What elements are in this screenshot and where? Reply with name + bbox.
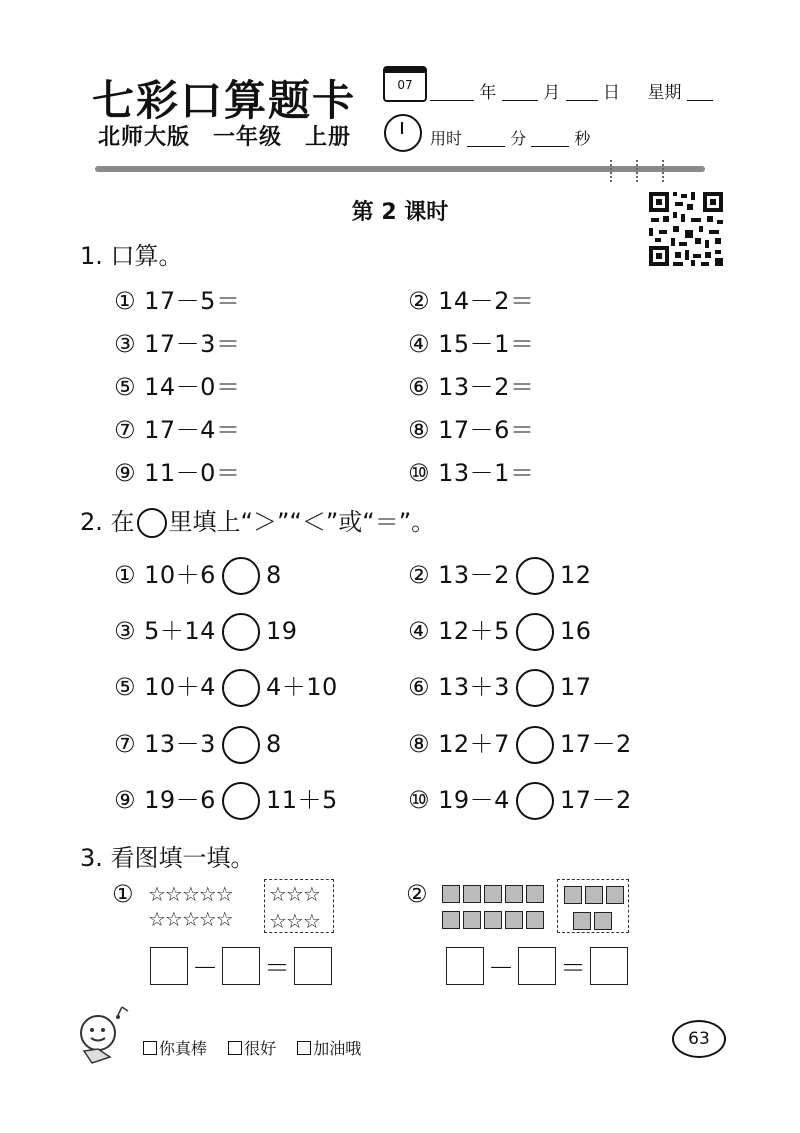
compare-item: ⑤ 10＋4 4＋10 xyxy=(114,667,338,707)
compare-circle[interactable] xyxy=(222,726,260,764)
minus-sign: － xyxy=(192,953,219,984)
compare-item: ⑦ 13－3 8 xyxy=(114,724,282,764)
star-row: ☆☆☆ xyxy=(269,882,320,906)
oral-item: ① 17－5＝ xyxy=(114,287,241,315)
square-row xyxy=(573,912,628,934)
answer-box[interactable] xyxy=(294,947,332,985)
square-icon xyxy=(585,886,603,904)
answer-box[interactable] xyxy=(590,947,628,985)
mascot-icon xyxy=(70,1005,136,1067)
oral-item: ④ 15－1＝ xyxy=(408,330,535,358)
lesson-title: 第 2 课时 xyxy=(351,200,449,225)
section3-heading: 3. 看图填一填。 xyxy=(80,844,255,872)
checkbox-keep-trying[interactable] xyxy=(297,1041,311,1055)
minus-sign: － xyxy=(488,953,515,984)
compare-circle[interactable] xyxy=(516,669,554,707)
checkbox-good[interactable] xyxy=(228,1041,242,1055)
compare-circle[interactable] xyxy=(516,782,554,820)
square-icon xyxy=(526,885,544,903)
seconds-label: 秒 xyxy=(574,129,591,148)
answer-box[interactable] xyxy=(222,947,260,985)
square-row xyxy=(442,911,547,933)
eval-label: 很好 xyxy=(244,1039,277,1058)
qr-code-icon[interactable] xyxy=(647,190,725,268)
year-blank[interactable] xyxy=(430,84,474,101)
compare-item: ⑧ 12＋7 17－2 xyxy=(408,724,632,764)
compare-item: ⑩ 19－4 17－2 xyxy=(408,780,632,820)
oral-item: ② 14－2＝ xyxy=(408,287,535,315)
eval-label: 加油哦 xyxy=(313,1039,362,1058)
week-label: 星期 xyxy=(647,83,682,103)
logo-title: 七彩口算题卡 xyxy=(92,76,357,125)
answer-box[interactable] xyxy=(446,947,484,985)
compare-circle[interactable] xyxy=(516,613,554,651)
minutes-blank[interactable] xyxy=(467,130,505,147)
oral-item: ⑤ 14－0＝ xyxy=(114,373,241,401)
checkbox-excellent[interactable] xyxy=(143,1041,157,1055)
compare-circle[interactable] xyxy=(516,557,554,595)
binder-pin-icon xyxy=(610,160,616,182)
time-used xyxy=(430,126,590,149)
square-icon xyxy=(564,886,582,904)
section2-heading-post: 里填上“＞”“＜”或“＝”。 xyxy=(168,508,436,536)
square-icon xyxy=(463,911,481,929)
answer-box[interactable] xyxy=(518,947,556,985)
compare-item: ⑥ 13＋3 17 xyxy=(408,667,592,707)
dashed-group-box xyxy=(557,879,629,933)
calendar-icon xyxy=(383,66,427,102)
compare-circle[interactable] xyxy=(516,726,554,764)
oral-item: ③ 17－3＝ xyxy=(114,330,241,358)
month-label: 月 xyxy=(543,83,561,103)
month-blank[interactable] xyxy=(502,84,538,101)
square-icon xyxy=(484,911,502,929)
square-icon xyxy=(606,886,624,904)
section2-heading xyxy=(80,502,435,538)
square-icon xyxy=(505,885,523,903)
dashed-group-box xyxy=(264,879,334,933)
square-icon xyxy=(526,911,544,929)
eval-label: 你真棒 xyxy=(159,1039,208,1058)
compare-circle[interactable] xyxy=(222,557,260,595)
answer-box[interactable] xyxy=(150,947,188,985)
problem2-number: ② xyxy=(406,880,429,908)
star-row: ☆☆☆☆☆ xyxy=(148,882,233,906)
compare-item: ⑨ 19－6 11＋5 xyxy=(114,780,338,820)
compare-circle[interactable] xyxy=(222,669,260,707)
compare-circle[interactable] xyxy=(222,782,260,820)
equation-row-1 xyxy=(150,947,332,985)
section1-heading: 1. 口算。 xyxy=(80,242,183,270)
minutes-label: 分 xyxy=(510,129,527,148)
binder-pin-icon xyxy=(636,160,642,182)
compare-item: ④ 12＋5 16 xyxy=(408,611,592,651)
week-blank[interactable] xyxy=(687,84,713,101)
calendar-number: 07 xyxy=(397,78,413,92)
equals-sign: ＝ xyxy=(560,953,587,984)
problem1-number: ① xyxy=(112,880,135,908)
evaluation-options xyxy=(143,1036,361,1059)
square-icon xyxy=(463,885,481,903)
square-row xyxy=(564,886,628,908)
edition-label: 北师大版 一年级 上册 xyxy=(98,125,352,150)
date-fields xyxy=(430,78,713,103)
compare-circle[interactable] xyxy=(222,613,260,651)
square-icon xyxy=(505,911,523,929)
seconds-blank[interactable] xyxy=(531,130,569,147)
square-icon xyxy=(594,912,612,930)
square-icon xyxy=(442,911,460,929)
oral-item: ⑧ 17－6＝ xyxy=(408,416,535,444)
square-row xyxy=(442,885,547,907)
oral-item: ⑩ 13－1＝ xyxy=(408,459,535,487)
section2-heading-pre: 2. 在 xyxy=(80,508,135,536)
oral-item: ⑦ 17－4＝ xyxy=(114,416,241,444)
square-icon xyxy=(442,885,460,903)
equation-row-2 xyxy=(446,947,628,985)
oral-item: ⑨ 11－0＝ xyxy=(114,459,241,487)
binder-pin-icon xyxy=(662,160,668,182)
day-label: 日 xyxy=(603,83,621,103)
square-icon xyxy=(573,912,591,930)
compare-item: ① 10＋6 8 xyxy=(114,555,282,595)
equals-sign: ＝ xyxy=(264,953,291,984)
time-used-label: 用时 xyxy=(430,129,463,148)
square-icon xyxy=(484,885,502,903)
star-row: ☆☆☆☆☆ xyxy=(148,907,233,931)
year-label: 年 xyxy=(479,83,497,103)
clock-icon xyxy=(384,114,422,152)
star-row: ☆☆☆ xyxy=(269,909,320,933)
circle-icon xyxy=(137,508,167,538)
day-blank[interactable] xyxy=(566,84,598,101)
oral-item: ⑥ 13－2＝ xyxy=(408,373,535,401)
compare-item: ③ 5＋14 19 xyxy=(114,611,298,651)
page-number: 63 xyxy=(672,1020,726,1058)
compare-item: ② 13－2 12 xyxy=(408,555,592,595)
